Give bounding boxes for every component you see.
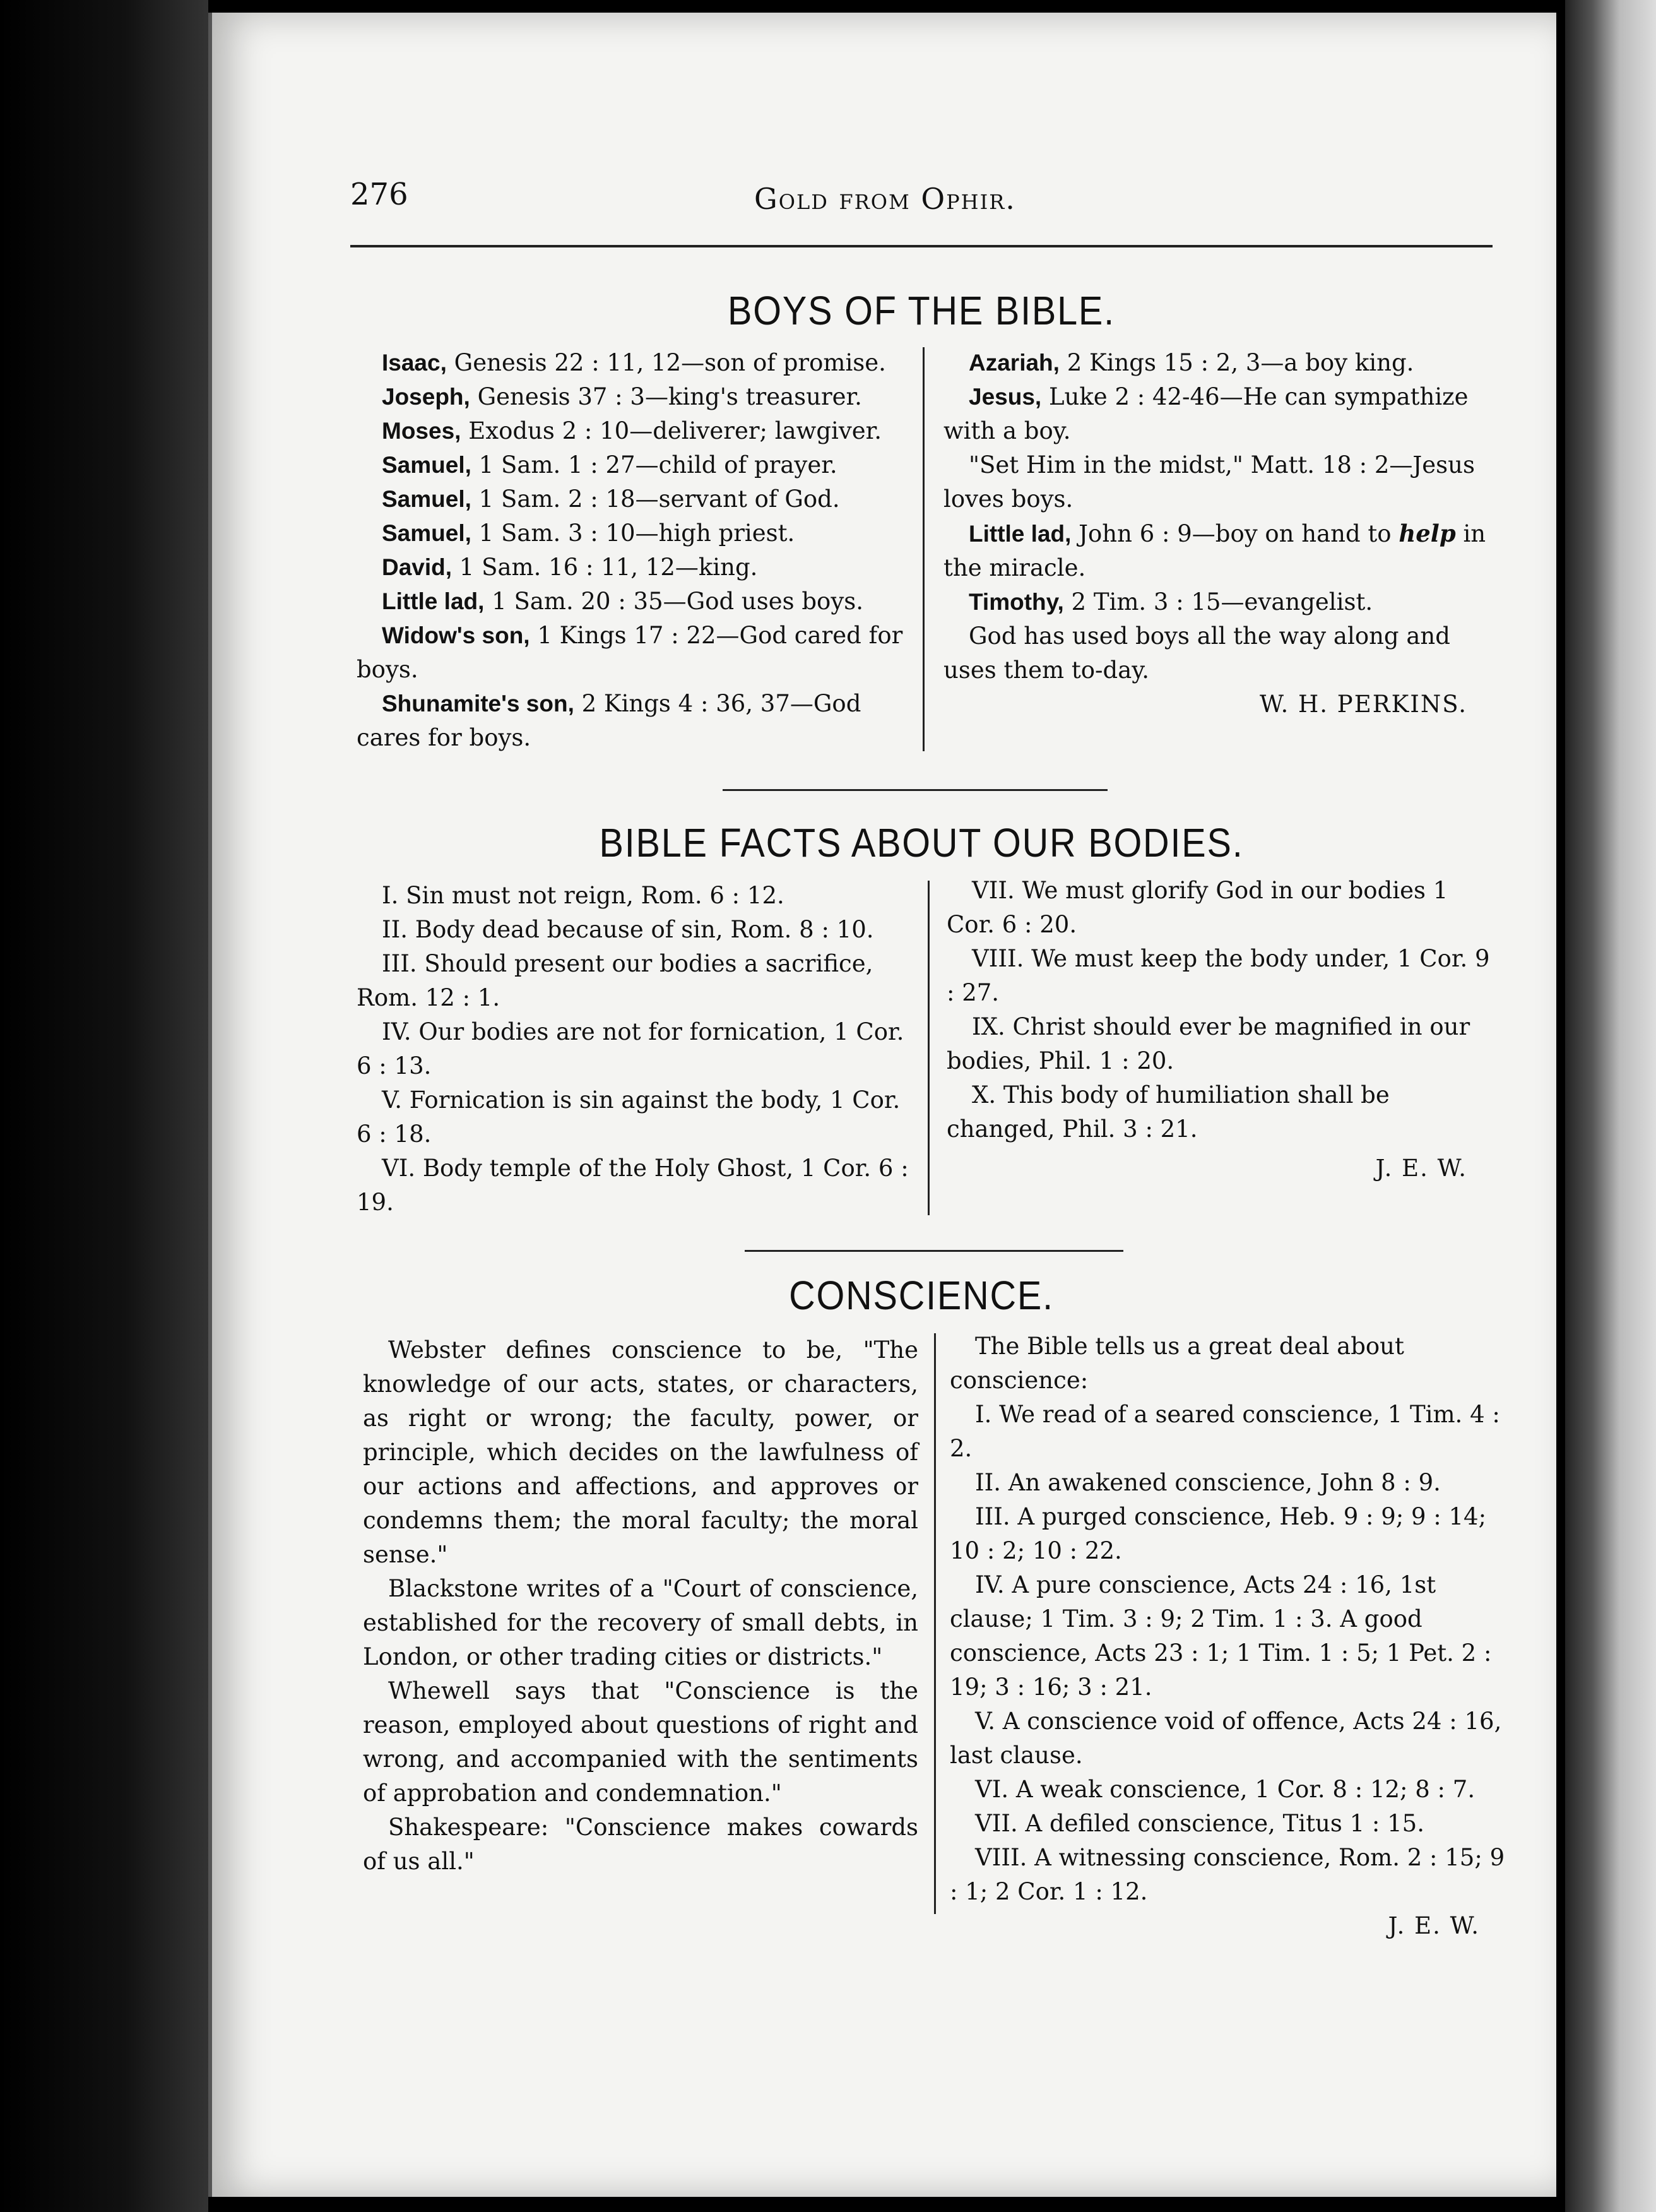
section-title-boys: BOYS OF THE BIBLE. [728, 288, 1115, 333]
section-title-facts: BIBLE FACTS ABOUT OUR BODIES. [599, 820, 1244, 865]
boys-entry: God has used boys all the way along and uses them to-day. [943, 622, 1450, 684]
boys-entry: Azariah, 2 Kings 15 : 2, 3—a boy king. [969, 349, 1414, 376]
conscience-paragraph: Blackstone writes of a "Court of conscience, established for the recovery of small debts, in London, or other trading cities or districts." [363, 1575, 918, 1670]
fact-item: VI. Body temple of the Holy Ghost, 1 Cor. 6 : 19. [357, 1155, 909, 1216]
boys-entry: Samuel, 1 Sam. 2 : 18—servant of God. [382, 485, 840, 513]
boys-entry: Shunamite's son, 2 Kings 4 : 36, 37—God cares for boys. [357, 690, 861, 751]
conscience-item: I. We read of a seared conscience, 1 Tim. 4 : 2. [950, 1401, 1500, 1462]
facts-left-column [357, 879, 912, 1220]
conscience-item: II. An awakened conscience, John 8 : 9. [975, 1469, 1441, 1496]
boys-entry: "Set Him in the midst," Matt. 18 : 2—Jesus loves boys. [943, 451, 1475, 513]
signature-perkins: W. H. PERKINS. [1259, 691, 1467, 718]
section-title-conscience: CONSCIENCE. [789, 1273, 1054, 1318]
boys-entry: Widow's son, 1 Kings 17 : 22—God cared for boys. [357, 622, 903, 683]
conscience-item: VI. A weak conscience, 1 Cor. 8 : 12; 8 : 7. [975, 1776, 1476, 1803]
fact-item: I. Sin must not reign, Rom. 6 : 12. [382, 882, 784, 909]
next-page-edge [1565, 0, 1656, 2212]
fact-item: VIII. We must keep the body under, 1 Cor. 9 : 27. [947, 945, 1490, 1006]
fact-item: X. This body of humiliation shall be changed, Phil. 3 : 21. [947, 1081, 1390, 1143]
boys-entry: Moses, Exodus 2 : 10—deliverer; lawgiver. [382, 417, 882, 444]
fact-item: III. Should present our bodies a sacrifice, Rom. 12 : 1. [357, 950, 873, 1011]
fact-item: IV. Our bodies are not for fornication, 1 Cor. 6 : 13. [357, 1018, 904, 1079]
conscience-right-column [950, 1329, 1505, 1943]
signature-jew-1: J. E. W. [1375, 1155, 1467, 1182]
conscience-paragraph: Whewell says that "Conscience is the reason, employed about questions of right and wrong, and accompanied with the sentiments of approbation and condemnation." [363, 1677, 918, 1807]
running-header [350, 177, 1493, 221]
boys-entry: Jesus, Luke 2 : 42-46—He can sympathize with a boy. [943, 383, 1469, 444]
signature-jew-2: J. E. W. [1388, 1912, 1480, 1939]
page-number: 276 [350, 177, 408, 212]
column-divider [934, 1333, 936, 1914]
boys-entry: Joseph, Genesis 37 : 3—king's treasurer. [382, 383, 862, 410]
conscience-item: III. A purged conscience, Heb. 9 : 9; 9 : 14; 10 : 2; 10 : 22. [950, 1503, 1487, 1564]
boys-entry: Samuel, 1 Sam. 1 : 27—child of prayer. [382, 451, 837, 479]
header-rule [350, 245, 1493, 247]
book-title: Gold from Ophir. [754, 182, 1016, 216]
boys-left-column [357, 346, 912, 755]
conscience-item: VIII. A witnessing conscience, Rom. 2 : 15; 9 : 1; 2 Cor. 1 : 12. [950, 1844, 1505, 1905]
conscience-paragraph: Webster defines conscience to be, "The knowledge of our acts, states, or characters, as right or wrong; the faculty, power, or principle, which decides on the lawfulness of our actions and affections, and approves or condemns them; the moral faculty; the moral sense." [363, 1336, 918, 1568]
section-separator [745, 1250, 1123, 1252]
boys-entry: David, 1 Sam. 16 : 11, 12—king. [382, 554, 758, 581]
boys-right-column [943, 346, 1493, 722]
book-spine-shadow [0, 0, 208, 2212]
fact-item: II. Body dead because of sin, Rom. 8 : 10. [382, 916, 874, 943]
facts-right-column [947, 874, 1493, 1186]
boys-entry: Little lad, John 6 : 9—boy on hand to help in the miracle. [943, 520, 1486, 581]
boys-entry: Isaac, Genesis 22 : 11, 12—son of promise. [382, 349, 886, 376]
column-divider [923, 347, 925, 751]
conscience-left-column [363, 1333, 918, 1879]
fact-item: VII. We must glorify God in our bodies 1 Cor. 6 : 20. [947, 877, 1448, 938]
boys-entry: Little lad, 1 Sam. 20 : 35—God uses boys. [382, 588, 863, 615]
fact-item: IX. Christ should ever be magnified in our bodies, Phil. 1 : 20. [947, 1013, 1470, 1074]
conscience-item: The Bible tells us a great deal about conscience: [950, 1333, 1404, 1394]
section-separator [723, 789, 1108, 791]
boys-entry: Samuel, 1 Sam. 3 : 10—high priest. [382, 520, 795, 547]
conscience-item: VII. A defiled conscience, Titus 1 : 15. [975, 1810, 1424, 1837]
fact-item: V. Fornication is sin against the body, 1 Cor. 6 : 18. [357, 1086, 901, 1148]
column-divider [928, 881, 930, 1215]
conscience-paragraph: Shakespeare: "Conscience makes cowards of us all." [363, 1814, 918, 1875]
conscience-item: IV. A pure conscience, Acts 24 : 16, 1st clause; 1 Tim. 3 : 9; 2 Tim. 1 : 3. A good conscience, Acts 23 : 1; 1 Tim. 1 : 5; 1 Pet. 2 : 19; 3 : 16; 3 : 21. [950, 1571, 1492, 1701]
conscience-item: V. A conscience void of offence, Acts 24 : 16, last clause. [950, 1708, 1502, 1769]
boys-entry: Timothy, 2 Tim. 3 : 15—evangelist. [969, 588, 1373, 615]
